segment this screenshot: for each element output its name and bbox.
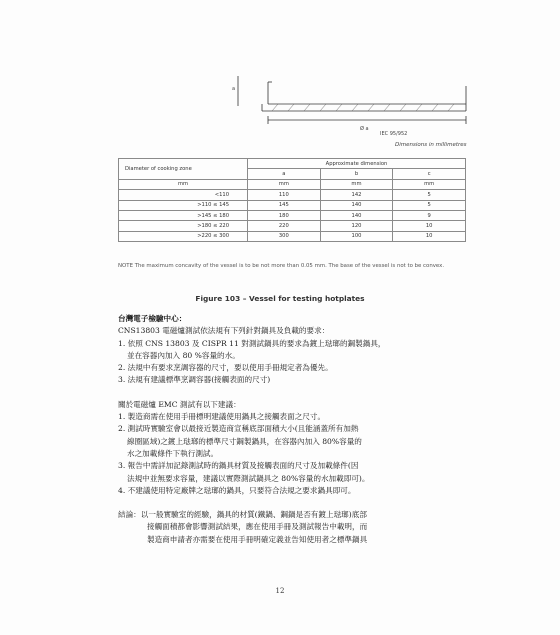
figure-label-a: a (232, 86, 236, 92)
list-item: 3. 報告中需詳加記錄測試時的鍋具材質及接觸表面的尺寸及加載條件(因 (118, 461, 359, 471)
table-row (119, 221, 466, 231)
table-cell: 5 (393, 190, 466, 200)
table-cell: 220 (248, 221, 321, 231)
list-item: 1. 製造商需在使用手冊標明建議使用鍋具之接觸表面之尺寸。 (118, 412, 326, 422)
list-item: 2. 法規中有要求烹調容器的尺寸，要以使用手冊規定者為優先。 (118, 363, 333, 373)
table-cell: 110 (248, 190, 321, 200)
conclusion-line: 接觸面積都會影響測試結果，應在使用手冊及測試報告中載明，而 (147, 522, 368, 532)
list-item: 2. 測試時實驗室會以最接近製造商宣稱底部面積大小(且能涵蓋所有加熱 (118, 424, 359, 434)
cooking-zone-table (118, 158, 466, 242)
emc-heading: 關於電磁爐 EMC 測試有以下建議： (118, 399, 241, 409)
table-row (119, 200, 466, 210)
table-subheader-c: c (393, 169, 466, 179)
table-cell: >145 ≤ 180 (119, 210, 248, 220)
table-cell: 10 (393, 221, 466, 231)
list-item-continuation: 並在容器內加入 80 %容量的水。 (127, 350, 240, 360)
table-subheader-b: b (320, 169, 393, 179)
table-cell: 140 (320, 200, 393, 210)
table-unit: mm (248, 179, 321, 189)
table-cell: >220 ≤ 300 (119, 231, 248, 241)
table-note: NOTE The maximum concavity of the vessel is to be not more than 0.05 mm. The base of the vessel is not to be convex. (118, 263, 445, 269)
section-heading: 台灣電子檢驗中心： (118, 314, 187, 323)
table-cell: 142 (320, 190, 393, 200)
table-subheader-a: a (248, 169, 321, 179)
table-cell: 5 (393, 200, 466, 210)
list-item: 3. 法規有建議標準烹調容器(接觸表面的尺寸) (118, 375, 271, 385)
list-item-continuation: 水之加載條件下執行測試。 (127, 448, 219, 458)
conclusion-line: 結論：以一般實驗室的經驗，鍋具的材質(鐵鍋、鋼鍋是否有鍍上琺瑯)底部 (118, 510, 367, 520)
table-header-approx: Approximate dimension (248, 159, 466, 169)
figure-dimensions-note: Dimensions in millimetres (395, 142, 467, 148)
list-item: 1. 依照 CNS 13803 及 CISPR 11 對測試鍋具的要求為鍍上琺瑯的鋼製鍋具， (118, 338, 386, 348)
table-row (119, 231, 466, 241)
list-item-continuation: 線圈區域)之鍍上琺瑯的標準尺寸鋼製鍋具，在容器內加入 80%容量的 (127, 436, 362, 446)
table-cell: 10 (393, 231, 466, 241)
table-row (119, 210, 466, 220)
page-number: 12 (275, 587, 285, 595)
figure-caption: Figure 103 – Vessel for testing hotplates (195, 294, 365, 303)
table-cell: 140 (320, 210, 393, 220)
table-header-diameter: Diameter of cooking zone (119, 159, 248, 180)
table-unit: mm (119, 179, 248, 189)
conclusion-line: 製造商申請者亦需要在使用手冊明確定義並告知使用者之標準鍋具 (147, 534, 368, 544)
figure-iec-reference: IEC 95/952 (380, 131, 408, 137)
table-cell: 300 (248, 231, 321, 241)
table-unit: mm (393, 179, 466, 189)
table-row (119, 190, 466, 200)
table-cell: 100 (320, 231, 393, 241)
table-cell: 180 (248, 210, 321, 220)
figure-label-diameter: Ø a (360, 126, 369, 132)
table-cell: >180 ≤ 220 (119, 221, 248, 231)
list-item: 4. 不建議使用特定廠牌之琺瑯的鍋具，只要符合法規之要求鍋具即可。 (118, 485, 356, 495)
table-cell: 145 (248, 200, 321, 210)
intro-line: CNS13803 電磁爐測試依法規有下列針對鍋具及負載的要求： (118, 326, 330, 336)
body-text (118, 313, 498, 546)
table-cell: 120 (320, 221, 393, 231)
table-cell: 9 (393, 210, 466, 220)
vessel-cross-section-figure (228, 72, 478, 152)
list-item-continuation: 法規中並無要求容量，建議以實際測試鍋具之 80%容量的水加載即可)。 (127, 473, 370, 483)
table-unit: mm (320, 179, 393, 189)
table-cell: >110 ≤ 145 (119, 200, 248, 210)
table-cell: <110 (119, 190, 248, 200)
